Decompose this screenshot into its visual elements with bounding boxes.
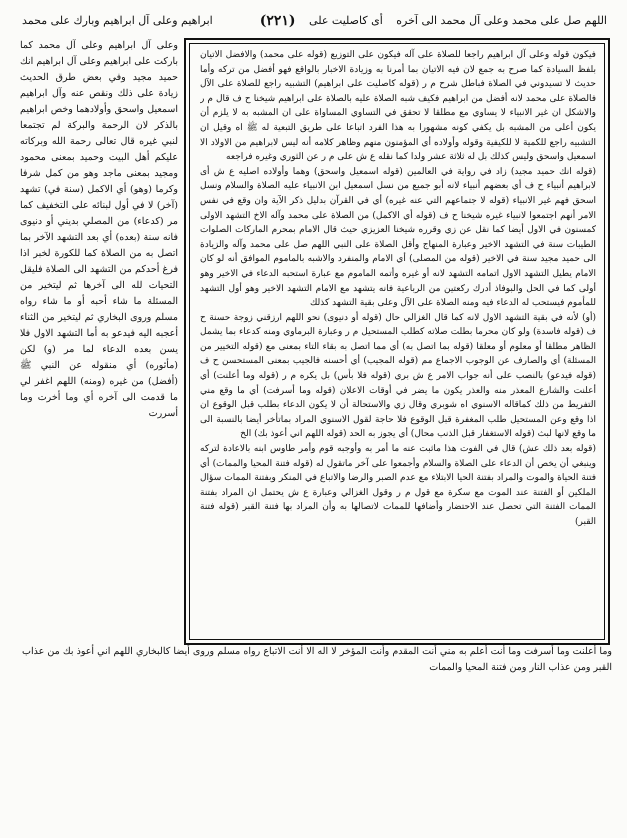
page-number: (٢٢١) xyxy=(259,13,296,29)
commentary-paragraph: فيكون قوله وعلى آل ابراهيم راجعا للصلاة على آله فيكون على التوزيع (قوله على محمد) والافضل الاتيان بلفظ السيادة كما صرح به جمع لان فيه الاتيان بما أمرنا به وزيادة الاخبار بالواقع فهو أفضل من تركه وأما حديث لا تسيدوني في الصلاة فباطل شرح م ر (قوله كاصليت على ابراهيم) التشبيه راجع للصلاة على الآل فالصلاة على محمد لانه أفضل من ابراهيم فكيف شبه الصلاة عليه بالصلاة على ابراهيم شيخنا ح ف قال م ر والاشكل ان غير الانبياء لا يساوي مع مطلقا لا تحقق في التساوي المساواة على ان المشبه به لا يلزم أن يكون أعلى من المشبه بل يكفي كونه مشهورا به هذا الفرد اتباعا على طريق التبعية له ﷺ اه وقيل ان التشبيه راجع للكمية لا للكيفية وقوله وأولاده أي المؤمنون منهم وظاهر كلامه أنه ليس لابراهيم من الاولاد الا اسمعيل واسحق وليس كذلك بل له ثلاثة عشر ولدا كما نقله ع ش على م ر عن الثوري وغيره فراجعه xyxy=(200,50,596,163)
commentary-paragraph: (قوله انك حميد مجيد) زاد في رواية في العالمين (قوله اسمعيل واسحق) وهما وأولاده اصليه ع ش أى لابراهيم أنبياء ح ف أي بعضهم أنبياء لانه أبو جميع من نسل اسمعيل ابن الانبياء عليه الصلاة والسلام ونسل اسحق فهم غير الانبياء (قوله لا جتماعهم التي عنه غيره) أي في القرآن بدليل ذكر الآية وان وقع في نفس الامر أنهم اجتمعوا لانبياء غيره شيخنا ح ف (قوله أي الاكمل) من الصلاة على محمد وآله الاخ التشهد الاولى كمسنون في الاول أيضا كما نقل عن زي وقرره شيخنا العزيزي حيث قال الامام بمحرم الماركات الصلوات الطيبات سنة في التشهد الاخير وعبارة المنهاج وأقل الصلاة على النبي اللهم صل على محمد وآله والزيادة الى حميد مجيد سنة في الاخير (قوله من المصلى) أي الامام والمنفرد والاشبه بالماموم الموافق أنه لو كان الامام يطيل التشهد الاول اتمامه التشهد لانه أو غيره وأتمه الماموم مع عبارة استحبه الدعاء في الاخير وهو أولى كما في الحل والبوفاذ أدرك ركعتين من الرباعية فانه يتشهد مع الامام التشهد الاخير وهو أول التشهد للمأموم فيستحب له الدعاء فيه ومنه الصلاة على الآل وعلى بقية التشهد كذلك xyxy=(200,166,596,309)
commentary-frame xyxy=(184,38,610,645)
header-running-title-right: اللهم صل على محمد وعلى آل محمد الى آخره xyxy=(396,14,607,27)
header-running-title-middle: أى كاصليت على xyxy=(309,14,383,27)
commentary-frame-inner-border xyxy=(189,43,605,640)
commentary-paragraph: (قوله بعد ذلك عش) قال في الفوت هذا ماثبت عنه ما أمر به وأوجبه قوم وأمر طاوس ابنه بالاعادة لتركه وينبغي أن يخص أن الدعاء على الصلاة والسلام وأجمعوا على آخر ماتقول له (قوله فتنة المحيا والممات) أي فتنة الحياة والموت والمراد بفتنة الحيا الابتلاء مع عدم الصبر والرضا والاتباع في المنكر وبفتنة الممات سؤال الملكين أو الفتنة عند الموت مع سكرة مع قول م ر وقول الغزالي وعبارة ع ش يحتمل ان المراد بفتنة الممات الفتنة التي تحصل عند الاحتضار وأضافها للممات لاتصالها به وأن المراد بها فتنة القبر (قوله فتنة القبر) xyxy=(200,444,596,527)
header-running-title-left: ابراهيم وعلى آل ابراهيم وبارك على محمد xyxy=(22,14,213,27)
margin-paragraph: وعلى آل ابراهيم وعلى آل محمد كما باركت على ابراهيم وعلى آل ابراهيم انك حميد مجيد وفي بعض طرق الحديث زيادة على ذلك ونقص عنه وآل ابراهيم اسمعيل واسحق وأولادهما وخص ابراهيم بالذكر لان الرحمة والبركة لم تجتمعا لنبي غيره قال تعالى رحمة الله وبركاته عليكم أهل البيت وحميد بمعنى محمود ومجيد بمعنى ماجد وهو من كمل شرفا وكرما (وهو) أي الاكمل (سنة في) تشهد (آخر) لا في أول لبنائه على التخفيف كما مر (كدعاء) من المصلي بديني أو دنيوى فانه سنة (بعده) أي بعد التشهد الآخر بما اتصل به من الصلاة كما للكورة لخبر اذا فرغ أحدكم من التشهد الى الصلاة فليقل التحيات لله الى آخرها ثم ليتخير من المسئلة ما شاء أحبه أو ما شاء رواه مسلم وروى البخاري ثم ليتخير من الثناء أعجبه اليه فيدعو به أما التشهد الاول فلا يسن بعده الدعاء لما مر (و) لكن (مأثوره) أي منقوله عن النبي ﷺ (أفضل) من غيره (ومنه) اللهم اغفر لي ما قدمت الى آخره أي وما أخرت وما أسررت xyxy=(20,40,178,419)
bottom-continuation-text xyxy=(22,644,612,714)
footer-paragraph: وما أعلنت وما أسرفت وما أنت أعلم به مني أنت المقدم وأنت المؤخر لا اله الا أنت الاتباع رواه مسلم وروى أيضا كالبخاري اللهم اني أعوذ بك من عذاب القبر ومن عذاب النار ومن فتنة المحيا والممات xyxy=(22,646,612,673)
page-header xyxy=(22,8,607,34)
commentary-text xyxy=(200,48,596,635)
commentary-paragraph: (أو) لأنه في بقية التشهد الاول لانه كما قال الغزالي حال (قوله أو دنيوى) نحو اللهم ارزقني زوجة حسنة ح ف (قوله فاسدة) ولو كان محرما بطلت صلاته كطلب المستحيل م ر وعبارة البرماوي ومنه كدعاء بما يشمل الظاهر مطلقا أو معلوم أو معلقا (قوله بما اتصل به) أي مما اتصل به بقاء التاء بمعنى مع (قوله التخيير من المسئلة) أي والصارف عن الوجوب الاجماع مم (قوله المجيب) أي أحسنه فالجيب بمعنى المستحسن ح ف (قوله فيدعو) بالنصب على أنه جواب الامر ع ش بري (قوله فلا بأس) بل يكره م ر (قوله وما أعلنت) أي أعلنت والشارع المعذر منه والعذر يكون ما يضر في أوقات الاعلان (قوله وما أسرفت) أي ما وقع مني التفريط من ذلك كماقاله الاسنوي اه شوبري وقال زي والاستحالة أن لا يكون الدعاء بطلب قبل الوقوع ان اذا وقع وعن المستحيل طلب المغفرة قبل الوقوع فلا حاجة لقول الاسنوي المراد بماتأخر أيضا بالنسبة الى ما وقع لانها لبث (قوله الاستغفار قبل الذنب محال) أي يجوز به الحد (قوله اللهم اني أعوذ بك) الخ xyxy=(200,312,596,440)
margin-matn-text xyxy=(20,38,178,728)
